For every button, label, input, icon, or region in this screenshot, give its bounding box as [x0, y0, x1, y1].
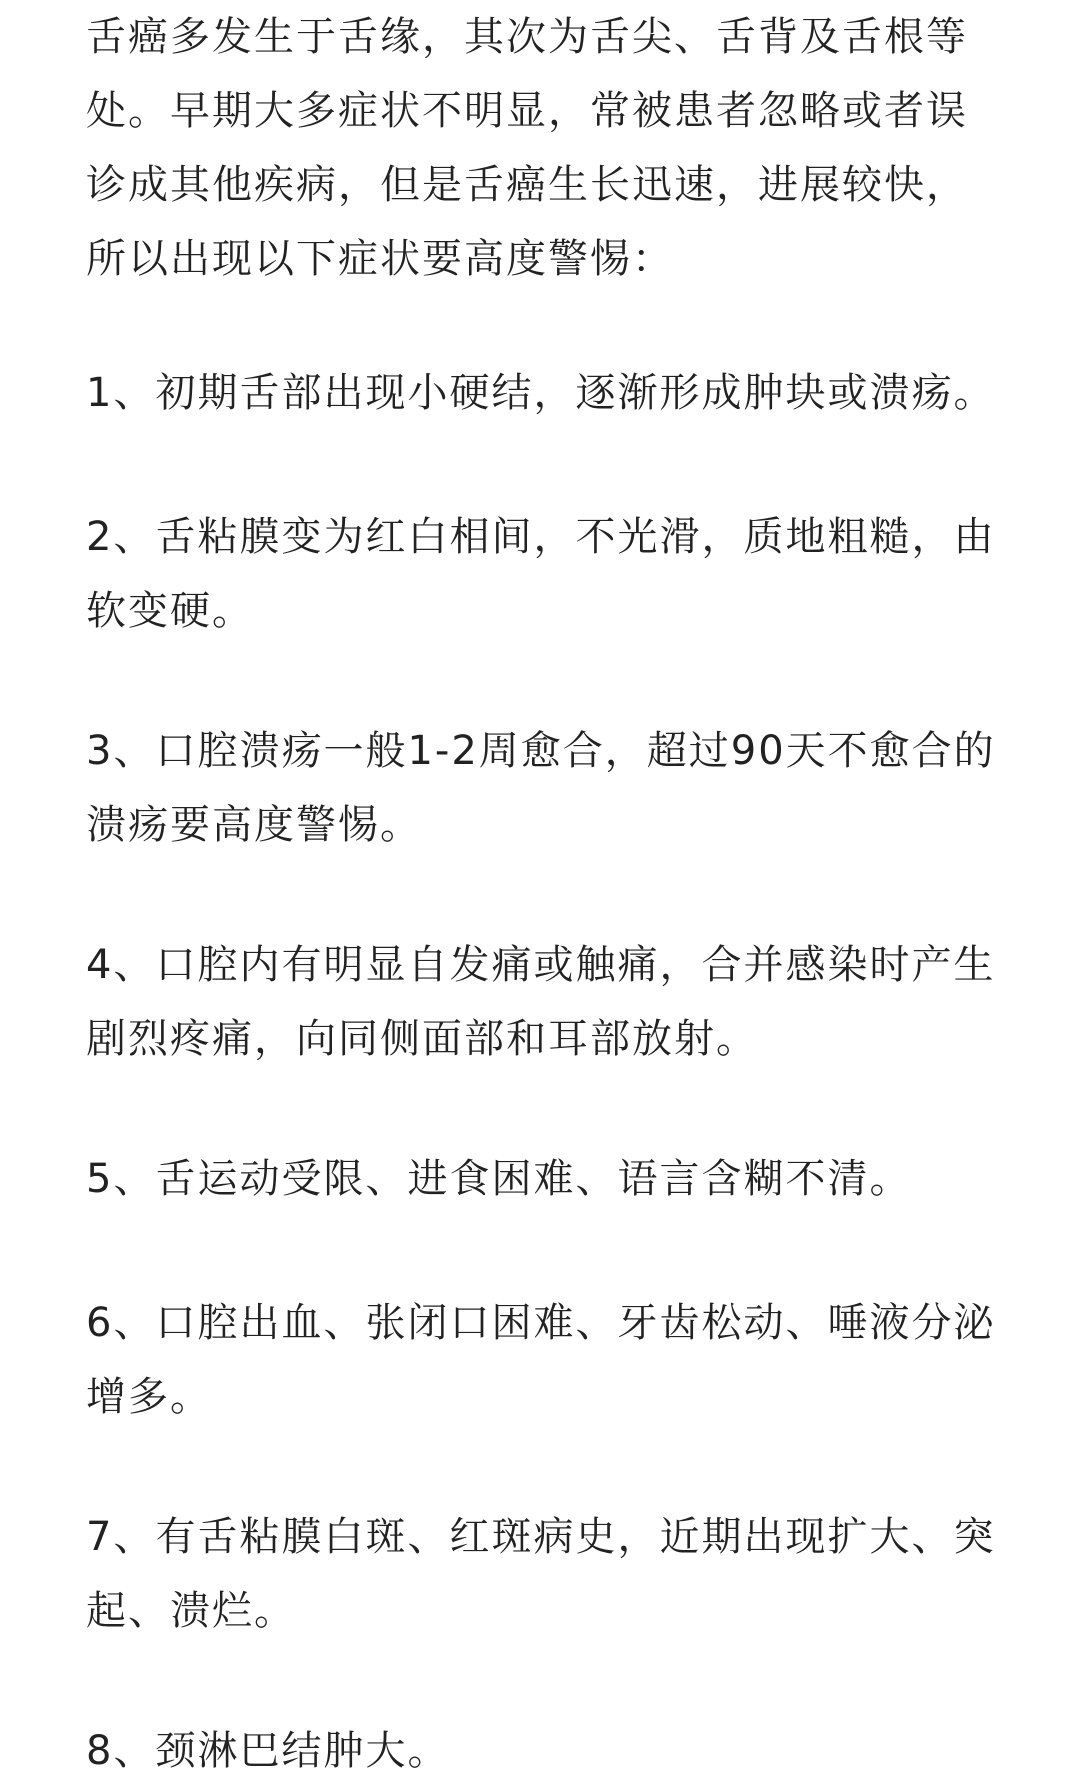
symptom-item-1: 1、初期舌部出现小硬结，逐渐形成肿块或溃疡。: [86, 370, 996, 416]
symptom-item-6: 6、口腔出血、张闭口困难、牙齿松动、唾液分泌增多。: [86, 1300, 996, 1420]
symptom-item-8: 8、颈淋巴结肿大。: [86, 1728, 450, 1774]
symptom-item-5: 5、舌运动受限、进食困难、语言含糊不清。: [86, 1156, 912, 1202]
symptom-item-4: 4、口腔内有明显自发痛或触痛，合并感染时产生剧烈疼痛，向同侧面部和耳部放射。: [86, 942, 996, 1062]
intro-paragraph: 舌癌多发生于舌缘，其次为舌尖、舌背及舌根等处。早期大多症状不明显，常被患者忽略或者误诊成其他疾病，但是舌癌生长迅速，进展较快，所以出现以下症状要高度警惕：: [86, 14, 968, 282]
symptom-item-2: 2、舌粘膜变为红白相间，不光滑，质地粗糙，由软变硬。: [86, 514, 996, 634]
symptom-item-3: 3、口腔溃疡一般1-2周愈合，超过90天不愈合的溃疡要高度警惕。: [86, 728, 996, 848]
symptom-item-7: 7、有舌粘膜白斑、红斑病史，近期出现扩大、突起、溃烂。: [86, 1514, 996, 1634]
